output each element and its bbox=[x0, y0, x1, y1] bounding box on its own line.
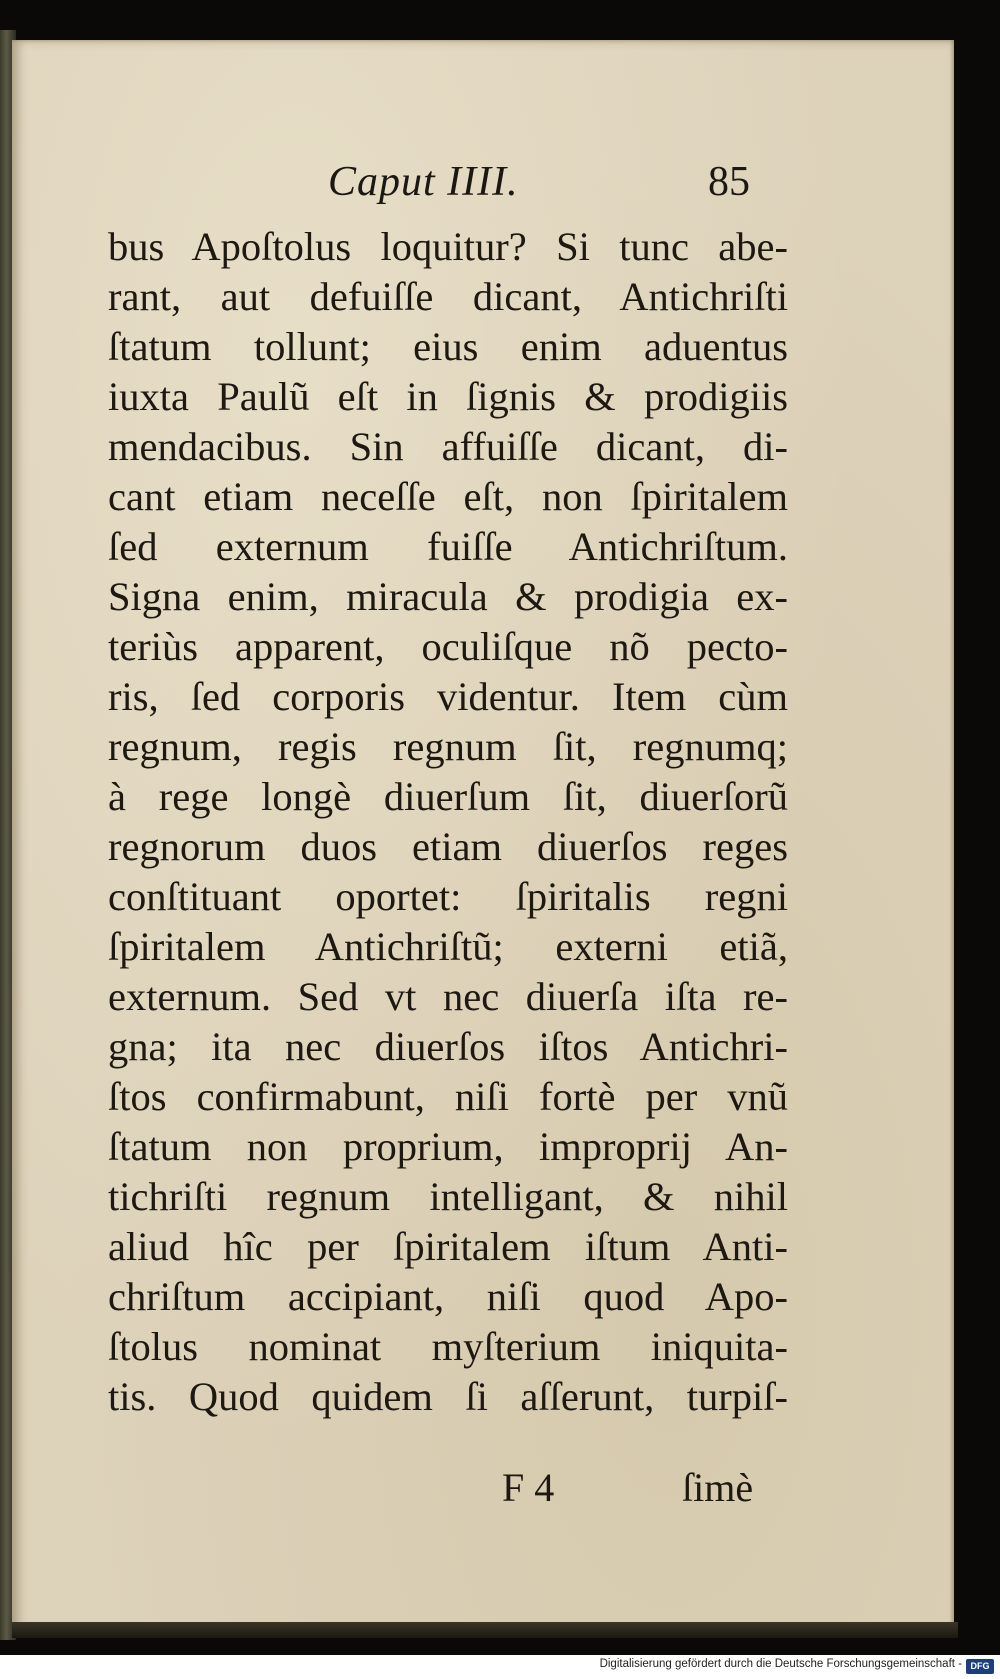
text-line: externum. Sed vt nec diuerſa iſta re- bbox=[108, 974, 788, 1019]
text-line: gna; ita nec diuerſos iſtos Antichri- bbox=[108, 1024, 788, 1069]
text-line: ſtatum non proprium, improprij An- bbox=[108, 1124, 788, 1169]
running-head-title: Caput IIII. bbox=[328, 159, 519, 205]
catchword: ſimè bbox=[682, 1465, 754, 1510]
text-line: mendacibus. Sin affuiſſe dicant, di- bbox=[108, 424, 788, 469]
text-line: conſtituant oportet: ſpiritalis regni bbox=[108, 874, 788, 919]
text-line: regnum, regis regnum ſit, regnumq; bbox=[108, 724, 788, 769]
text-line: chriſtum accipiant, niſi quod Apo- bbox=[108, 1274, 788, 1319]
text-line: iuxta Paulũ eſt in ſignis & prodigiis bbox=[108, 374, 788, 419]
text-line: teriùs apparent, oculiſque nõ pecto- bbox=[108, 624, 788, 669]
footer-bar bbox=[0, 1655, 1000, 1679]
text-line: ſtatum tollunt; eius enim aduentus bbox=[108, 324, 788, 369]
running-head bbox=[12, 158, 954, 218]
text-line: aliud hîc per ſpiritalem iſtum Anti- bbox=[108, 1224, 788, 1269]
text-line: bus Apoſtolus loquitur? Si tunc abe- bbox=[108, 224, 788, 269]
page-number: 85 bbox=[708, 159, 750, 205]
text-line: rant, aut defuiſſe dicant, Antichriſti bbox=[108, 274, 788, 319]
dfg-logo[interactable]: DFG bbox=[966, 1659, 994, 1674]
text-line: Signa enim, miracula & prodigia ex- bbox=[108, 574, 788, 619]
page-footer bbox=[12, 1464, 954, 1524]
text-line: ris, ſed corporis videntur. Item cùm bbox=[108, 674, 788, 719]
digitization-credit: Digitalisierung gefördert durch die Deutsche Forschungsgemeinschaft - bbox=[599, 1658, 962, 1670]
book-page bbox=[12, 40, 954, 1638]
text-line: cant etiam neceſſe eſt, non ſpiritalem bbox=[108, 474, 788, 519]
text-line: à rege longè diuerſum ſit, diuerſorũ bbox=[108, 774, 788, 819]
text-line: tis. Quod quidem ſi aſſerunt, turpiſ- bbox=[108, 1374, 788, 1419]
text-line: ſtos confirmabunt, niſi fortè per vnũ bbox=[108, 1074, 788, 1119]
text-line: ſed externum fuiſſe Antichriſtum. bbox=[108, 524, 788, 569]
page-bottom-edge bbox=[12, 1622, 958, 1638]
signature-mark: F 4 bbox=[502, 1465, 555, 1510]
text-line: ſtolus nominat myſterium iniquita- bbox=[108, 1324, 788, 1369]
text-line: regnorum duos etiam diuerſos reges bbox=[108, 824, 788, 869]
text-line: ſpiritalem Antichriſtũ; externi etiã, bbox=[108, 924, 788, 969]
body-text bbox=[108, 222, 788, 1422]
text-line: tichriſti regnum intelligant, & nihil bbox=[108, 1174, 788, 1219]
